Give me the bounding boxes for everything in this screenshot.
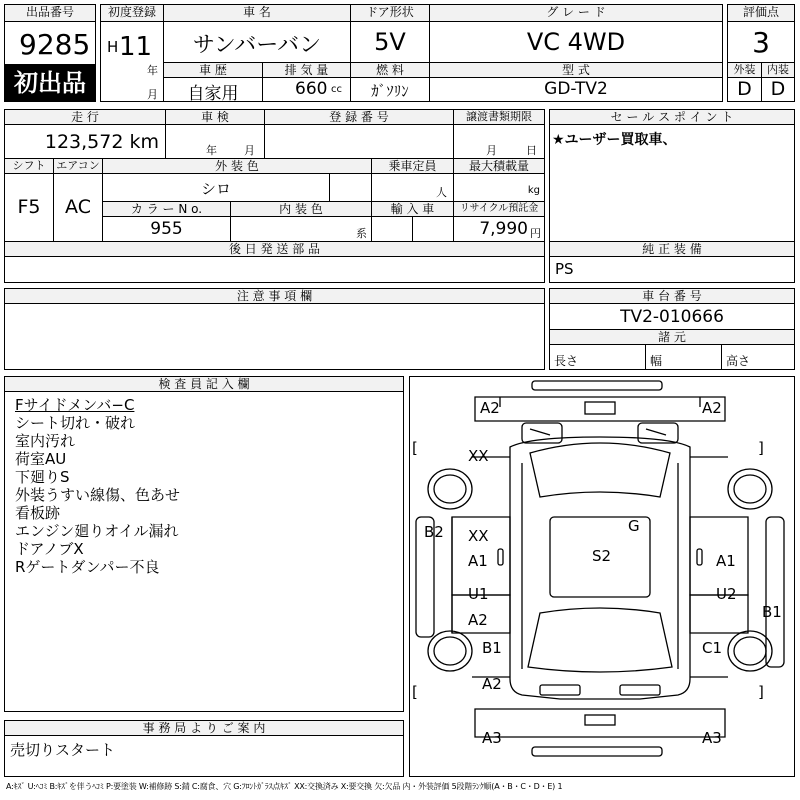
office-box — [4, 735, 404, 777]
fuel: ｶﾞｿﾘﾝ — [371, 82, 409, 100]
int-color-unit: 系 — [356, 227, 367, 240]
history-label: 車 歴 — [163, 62, 263, 78]
model: GD-TV2 — [544, 79, 608, 99]
transfer-label: 譲渡書類期限 — [453, 109, 545, 125]
genuine: PS — [555, 260, 574, 278]
inspector-line: 下廻りS — [15, 468, 70, 486]
inspector-line: Fサイドメンバ−C — [15, 396, 135, 414]
history: 自家用 — [187, 84, 239, 104]
car-diagram-drawing — [410, 377, 794, 776]
load-box — [453, 173, 545, 202]
bracket-right-top: ] — [758, 439, 764, 457]
mark-front-left-door-top: XX — [468, 527, 489, 545]
inspector-line: 外装うすい線傷、色あせ — [15, 486, 181, 504]
bracket-right-bottom: ] — [758, 683, 764, 701]
first-reg-box — [100, 21, 164, 102]
int-color-box — [230, 216, 372, 242]
capacity-label: 乗車定員 — [371, 158, 454, 174]
ext-color-box — [102, 173, 330, 202]
model-label: 型 式 — [429, 62, 723, 78]
transfer-box — [453, 124, 545, 159]
model-box — [429, 77, 723, 102]
inspector-label: 検 査 員 記 入 欄 — [4, 376, 404, 392]
mark-rear-left-fender: B1 — [482, 639, 502, 657]
shift-label: シフト — [4, 158, 54, 174]
width-label: 幅 — [650, 354, 663, 368]
mark-front-left-fender: XX — [468, 447, 489, 465]
width-box — [645, 344, 722, 370]
office-text: 売切りスタート — [10, 741, 116, 759]
mark-glass: G — [628, 517, 640, 535]
dims-label: 諸 元 — [549, 329, 795, 345]
grade-box — [429, 21, 723, 63]
first-listing-badge: 初出品 — [4, 64, 96, 102]
chassis-box — [549, 303, 795, 330]
office-label: 事 務 局 よ り ご 案 内 — [4, 720, 404, 736]
legend: A:ｷｽﾞ U:ﾍｺﾐ B:ｷｽﾞを伴うﾍｺﾐ P:要塗装 W:補修跡 S:錆 C:腐食、穴 G:ﾌﾛﾝﾄｶﾞﾗｽ点ｷｽﾞ XX:交換済み X:要交換 欠:欠品 内・外装評価 5段階ﾗﾝｸ順(A・B・C・D・E) 1 — [6, 782, 563, 791]
inspector-line: 室内汚れ — [15, 432, 76, 450]
transfer-day-unit: 日 — [526, 144, 537, 157]
car-name-label: 車 名 — [163, 4, 351, 22]
inspection-month-unit: 月 — [244, 144, 255, 157]
chassis-label: 車 台 番 号 — [549, 288, 795, 304]
capacity-unit: 人 — [436, 186, 447, 199]
mark-rear-right-fender: C1 — [702, 639, 723, 657]
int-color-label: 内 装 色 — [230, 201, 372, 217]
car-name-box — [163, 21, 351, 63]
inspector-line: 看板跡 — [15, 504, 61, 522]
selling-point: ★ユーザー買取車、 — [552, 132, 677, 148]
color-no: 955 — [150, 219, 183, 239]
later-parts-box — [4, 256, 545, 283]
month-unit: 月 — [147, 88, 158, 101]
ac-box — [53, 173, 103, 242]
mark-front-left: A2 — [480, 399, 500, 417]
mark-front-left-door: A1 — [468, 552, 488, 570]
height-box — [721, 344, 795, 370]
grade: VC 4WD — [526, 28, 626, 56]
mark-front-right: A2 — [702, 399, 722, 417]
lot-no: 9285 — [19, 28, 91, 61]
ac: AC — [65, 196, 91, 218]
load-label: 最大積載量 — [453, 158, 545, 174]
grade-label: グ レ ー ド — [429, 4, 723, 22]
transfer-month-unit: 月 — [486, 144, 497, 157]
ext-color: シロ — [200, 180, 231, 198]
color-no-box — [102, 216, 231, 242]
year-unit: 年 — [147, 64, 158, 77]
reg-no-label: 登 録 番 号 — [264, 109, 454, 125]
inspector-box — [4, 391, 404, 712]
mark-front-right-door: A1 — [716, 552, 736, 570]
mileage-label: 走 行 — [4, 109, 166, 125]
mark-roof: S2 — [592, 547, 612, 565]
displacement-box — [262, 77, 351, 102]
mark-rear-left-lower: A2 — [482, 675, 502, 693]
mark-rear-right-bumper: A3 — [702, 729, 722, 747]
mark-rear-right-door-top: U2 — [716, 585, 737, 603]
score-label: 評価点 — [727, 4, 795, 22]
door-box — [350, 21, 430, 63]
displacement-label: 排 気 量 — [262, 62, 351, 78]
import-box-b — [412, 216, 454, 242]
era: H — [107, 38, 119, 56]
lot-no-box — [4, 21, 96, 65]
door-label: ドア形状 — [350, 4, 430, 22]
mileage: 123,572 km — [44, 131, 159, 153]
height-label: 高さ — [726, 354, 751, 368]
inspection-year-unit: 年 — [206, 144, 217, 157]
mark-left-sill: B2 — [424, 523, 444, 541]
selling-label: セ ー ル ス ポ イ ン ト — [549, 109, 795, 125]
mark-rear-left-door-top: U1 — [468, 585, 489, 603]
import-label: 輸 入 車 — [371, 201, 454, 217]
inspector-line: シート切れ・破れ — [15, 414, 136, 432]
door-type: 5V — [374, 28, 406, 56]
mark-rear-left-bumper: A3 — [482, 729, 502, 747]
color-no-label: カ ラ ー N o. — [102, 201, 231, 217]
recycle-label: リサイクル預託金 — [453, 201, 545, 217]
fuel-label: 燃 料 — [350, 62, 430, 78]
score-box — [727, 21, 795, 63]
mark-right-sill: B1 — [762, 603, 782, 621]
genuine-label: 純 正 装 備 — [549, 241, 795, 257]
length-label: 長さ — [554, 354, 579, 368]
genuine-box — [549, 256, 795, 283]
recycle-box — [453, 216, 545, 242]
recycle-unit: 円 — [530, 227, 541, 240]
length-box — [549, 344, 646, 370]
exterior-grade-box — [727, 77, 762, 102]
exterior-grade: D — [737, 78, 752, 100]
inspection-label: 車 検 — [165, 109, 265, 125]
bracket-left-bottom: [ — [412, 683, 418, 701]
inspection-box — [165, 124, 265, 159]
interior-grade-box — [761, 77, 795, 102]
exterior-label: 外装 — [727, 62, 762, 78]
inspector-line: 荷室AU — [15, 450, 67, 468]
load-unit: kg — [527, 185, 540, 196]
chassis-no: TV2-010666 — [620, 307, 724, 327]
mileage-box — [4, 124, 166, 159]
bracket-left-top: [ — [412, 439, 418, 457]
recycle: 7,990 — [479, 219, 528, 239]
selling-box — [549, 124, 795, 242]
score: 3 — [752, 26, 770, 59]
later-parts-label: 後 日 発 送 部 品 — [4, 241, 545, 257]
ext-color-label: 外 装 色 — [102, 158, 372, 174]
history-box — [163, 77, 263, 102]
inspector-line: エンジン廻りオイル漏れ — [15, 522, 179, 540]
interior-label: 内装 — [761, 62, 795, 78]
mark-rear-left-door: A2 — [468, 611, 488, 629]
caution-box — [4, 303, 545, 370]
car-name: サンバーバン — [192, 33, 322, 58]
ac-label: エアコン — [53, 158, 103, 174]
year: 11 — [119, 32, 153, 62]
fuel-box — [350, 77, 430, 102]
interior-grade: D — [770, 78, 786, 100]
import-box-a — [371, 216, 413, 242]
displacement: 660 — [295, 79, 328, 99]
shift: F5 — [17, 196, 41, 218]
inspector-line: ドアノブX — [15, 540, 84, 558]
shift-box — [4, 173, 54, 242]
inspector-line: Rゲートダンパー不良 — [15, 558, 160, 576]
car-diagram — [409, 376, 795, 777]
lot-no-label: 出品番号 — [4, 4, 96, 22]
first-reg-label: 初度登録 — [100, 4, 164, 22]
displacement-unit: cc — [331, 84, 342, 95]
ext-color-extra — [329, 173, 372, 202]
caution-label: 注 意 事 項 欄 — [4, 288, 545, 304]
reg-no-box — [264, 124, 454, 159]
capacity-box — [371, 173, 454, 202]
